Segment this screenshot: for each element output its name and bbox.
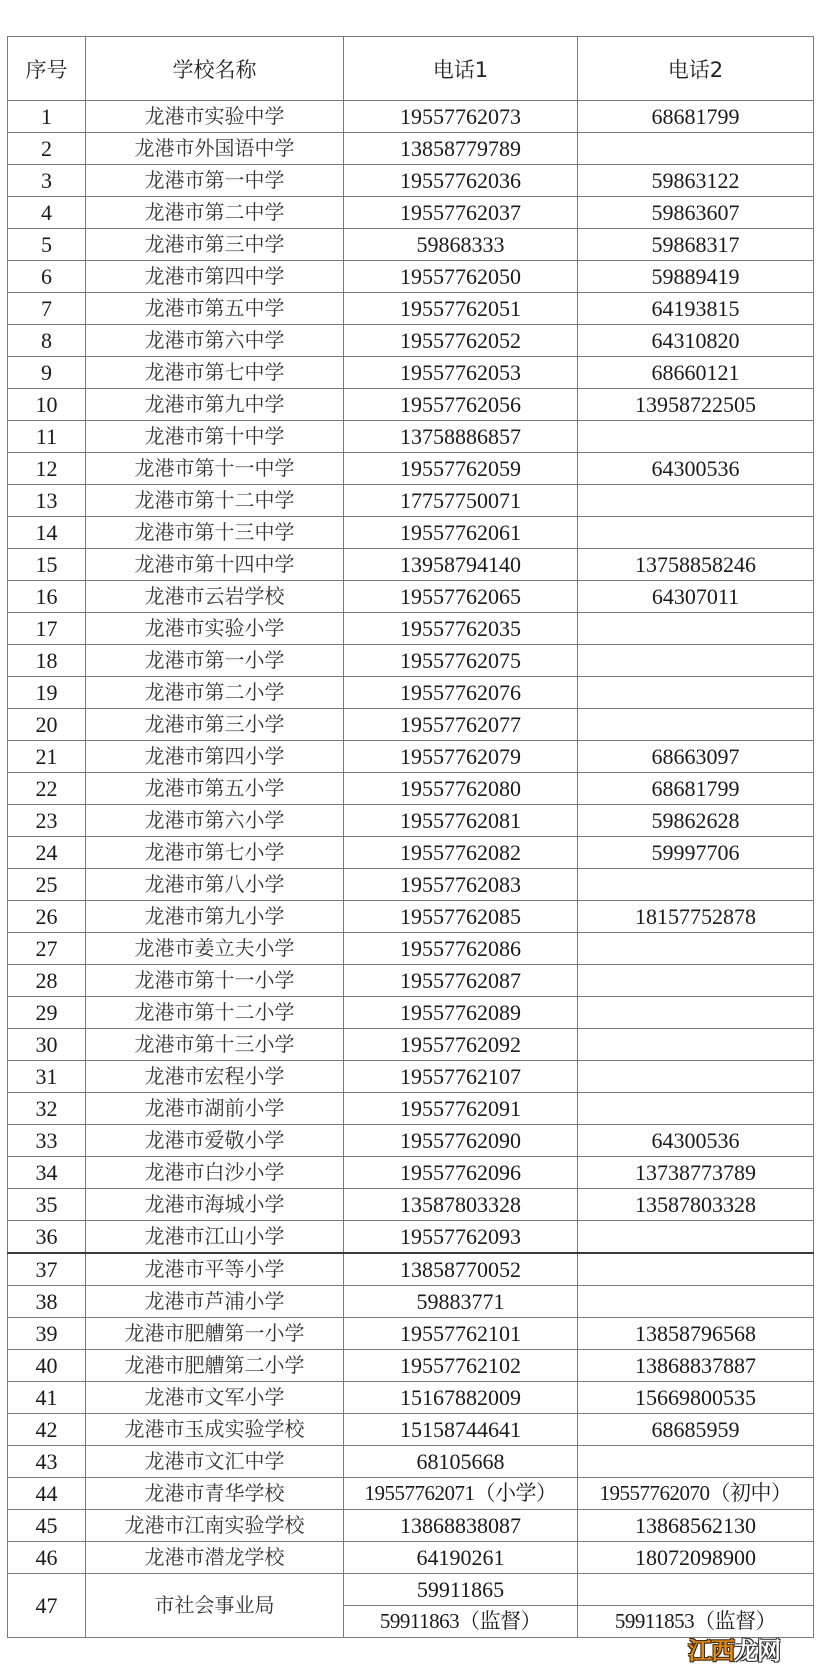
cell-school-name: 龙港市第十一小学 xyxy=(86,965,344,997)
cell-school-name: 龙港市第六小学 xyxy=(86,805,344,837)
table-row xyxy=(8,485,814,517)
cell-phone1: 19557762061 xyxy=(344,517,578,549)
cell-school-name: 龙港市第四小学 xyxy=(86,741,344,773)
cell-index: 33 xyxy=(8,1125,86,1157)
cell-phone2: 68681799 xyxy=(578,773,814,805)
header-phone2: 电话2 xyxy=(578,37,814,101)
cell-phone2: 59889419 xyxy=(578,261,814,293)
table-row xyxy=(8,293,814,325)
cell-index: 32 xyxy=(8,1093,86,1125)
cell-phone2 xyxy=(578,933,814,965)
header-phone1: 电话1 xyxy=(344,37,578,101)
cell-index: 27 xyxy=(8,933,86,965)
cell-phone1: 19557762073 xyxy=(344,101,578,133)
cell-phone2: 68660121 xyxy=(578,357,814,389)
cell-school-name: 龙港市白沙小学 xyxy=(86,1157,344,1189)
cell-school-name: 龙港市实验小学 xyxy=(86,613,344,645)
table-row xyxy=(8,1350,814,1382)
cell-index: 25 xyxy=(8,869,86,901)
cell-index: 40 xyxy=(8,1350,86,1382)
cell-phone1: 59868333 xyxy=(344,229,578,261)
cell-phone2 xyxy=(578,1253,814,1286)
cell-index: 21 xyxy=(8,741,86,773)
cell-index: 23 xyxy=(8,805,86,837)
cell-phone1: 59883771 xyxy=(344,1286,578,1318)
table-row xyxy=(8,901,814,933)
cell-phone2: 13587803328 xyxy=(578,1189,814,1221)
cell-phone1: 13858779789 xyxy=(344,133,578,165)
cell-phone1: 19557762090 xyxy=(344,1125,578,1157)
table-row xyxy=(8,773,814,805)
cell-school-name: 龙港市第六中学 xyxy=(86,325,344,357)
cell-phone1: 15158744641 xyxy=(344,1414,578,1446)
cell-phone2 xyxy=(578,869,814,901)
school-contacts-table xyxy=(7,36,814,1638)
table-row xyxy=(8,1510,814,1542)
cell-school-name: 龙港市第三小学 xyxy=(86,709,344,741)
cell-index: 3 xyxy=(8,165,86,197)
table-row xyxy=(8,1221,814,1254)
cell-phone1: 13858770052 xyxy=(344,1253,578,1286)
table-row xyxy=(8,165,814,197)
cell-phone1: 19557762080 xyxy=(344,773,578,805)
cell-phone2: 13858796568 xyxy=(578,1318,814,1350)
cell-phone1: 17757750071 xyxy=(344,485,578,517)
cell-school-name: 龙港市平等小学 xyxy=(86,1253,344,1286)
cell-phone1: 59911865 xyxy=(344,1574,578,1606)
cell-phone1: 19557762035 xyxy=(344,613,578,645)
cell-phone1: 19557762096 xyxy=(344,1157,578,1189)
cell-phone1: 19557762071（小学） xyxy=(344,1478,578,1510)
school-contacts-table-container xyxy=(7,36,813,1638)
cell-index: 5 xyxy=(8,229,86,261)
cell-index: 31 xyxy=(8,1061,86,1093)
table-row xyxy=(8,1253,814,1286)
cell-phone1: 19557762056 xyxy=(344,389,578,421)
cell-phone2 xyxy=(578,1446,814,1478)
cell-index: 41 xyxy=(8,1382,86,1414)
cell-index: 16 xyxy=(8,581,86,613)
cell-phone1: 13868838087 xyxy=(344,1510,578,1542)
table-row xyxy=(8,1478,814,1510)
cell-index: 24 xyxy=(8,837,86,869)
cell-school-name: 龙港市肥艚第二小学 xyxy=(86,1350,344,1382)
cell-school-name: 龙港市第十一中学 xyxy=(86,453,344,485)
cell-index: 37 xyxy=(8,1253,86,1286)
cell-phone1: 19557762083 xyxy=(344,869,578,901)
cell-index: 43 xyxy=(8,1446,86,1478)
cell-school-name: 龙港市第四中学 xyxy=(86,261,344,293)
table-header-row xyxy=(8,37,814,101)
cell-phone1: 19557762102 xyxy=(344,1350,578,1382)
cell-index: 10 xyxy=(8,389,86,421)
cell-index: 30 xyxy=(8,1029,86,1061)
table-row xyxy=(8,677,814,709)
cell-phone1: 59911863（监督） xyxy=(344,1606,578,1638)
table-row xyxy=(8,453,814,485)
table-row xyxy=(8,965,814,997)
table-row xyxy=(8,1414,814,1446)
table-row xyxy=(8,133,814,165)
table-row xyxy=(8,613,814,645)
cell-phone2: 64193815 xyxy=(578,293,814,325)
cell-phone1: 19557762050 xyxy=(344,261,578,293)
cell-phone2: 13958722505 xyxy=(578,389,814,421)
cell-index: 26 xyxy=(8,901,86,933)
cell-index: 15 xyxy=(8,549,86,581)
cell-school-name: 龙港市湖前小学 xyxy=(86,1093,344,1125)
cell-phone1: 19557762087 xyxy=(344,965,578,997)
cell-phone2: 64307011 xyxy=(578,581,814,613)
cell-school-name: 龙港市第十二中学 xyxy=(86,485,344,517)
cell-school-name: 龙港市第七中学 xyxy=(86,357,344,389)
cell-phone1: 19557762093 xyxy=(344,1221,578,1254)
table-row xyxy=(8,1286,814,1318)
cell-index: 34 xyxy=(8,1157,86,1189)
cell-phone2: 13868562130 xyxy=(578,1510,814,1542)
cell-index: 18 xyxy=(8,645,86,677)
cell-phone1: 19557762075 xyxy=(344,645,578,677)
cell-index: 35 xyxy=(8,1189,86,1221)
table-row xyxy=(8,261,814,293)
cell-phone1: 13958794140 xyxy=(344,549,578,581)
table-row xyxy=(8,517,814,549)
table-row xyxy=(8,1189,814,1221)
table-row xyxy=(8,581,814,613)
cell-phone2: 59911853（监督） xyxy=(578,1606,814,1638)
table-row xyxy=(8,1061,814,1093)
cell-school-name: 龙港市第十四中学 xyxy=(86,549,344,581)
cell-school-name: 龙港市第三中学 xyxy=(86,229,344,261)
cell-index: 8 xyxy=(8,325,86,357)
cell-school-name: 龙港市第七小学 xyxy=(86,837,344,869)
cell-index: 29 xyxy=(8,997,86,1029)
table-row xyxy=(8,1446,814,1478)
cell-phone2 xyxy=(578,1029,814,1061)
watermark-text-a: 江西 xyxy=(688,1637,734,1665)
cell-index: 46 xyxy=(8,1542,86,1574)
cell-phone2 xyxy=(578,485,814,517)
table-row xyxy=(8,101,814,133)
cell-phone2 xyxy=(578,997,814,1029)
cell-index: 19 xyxy=(8,677,86,709)
cell-school-name: 龙港市第二小学 xyxy=(86,677,344,709)
cell-school-name: 龙港市宏程小学 xyxy=(86,1061,344,1093)
cell-phone2: 59863122 xyxy=(578,165,814,197)
table-row xyxy=(8,837,814,869)
cell-school-name: 龙港市第一小学 xyxy=(86,645,344,677)
table-row xyxy=(8,229,814,261)
cell-index: 9 xyxy=(8,357,86,389)
cell-phone2 xyxy=(578,645,814,677)
cell-phone1: 19557762086 xyxy=(344,933,578,965)
cell-phone1: 19557762076 xyxy=(344,677,578,709)
cell-phone2 xyxy=(578,1221,814,1254)
watermark-text-b: 龙网 xyxy=(734,1637,780,1665)
cell-index: 47 xyxy=(8,1574,86,1638)
cell-phone2 xyxy=(578,677,814,709)
table-row xyxy=(8,997,814,1029)
table-row xyxy=(8,869,814,901)
cell-phone1: 15167882009 xyxy=(344,1382,578,1414)
cell-phone2: 18072098900 xyxy=(578,1542,814,1574)
table-body xyxy=(8,101,814,1638)
cell-phone1: 19557762092 xyxy=(344,1029,578,1061)
cell-phone2: 18157752878 xyxy=(578,901,814,933)
cell-phone2: 15669800535 xyxy=(578,1382,814,1414)
cell-phone2 xyxy=(578,1574,814,1606)
cell-school-name: 龙港市外国语中学 xyxy=(86,133,344,165)
cell-phone2 xyxy=(578,613,814,645)
cell-phone2: 64310820 xyxy=(578,325,814,357)
cell-phone2: 59868317 xyxy=(578,229,814,261)
cell-school-name: 龙港市江南实验学校 xyxy=(86,1510,344,1542)
table-row xyxy=(8,805,814,837)
cell-phone2: 59997706 xyxy=(578,837,814,869)
table-row xyxy=(8,1029,814,1061)
cell-index: 36 xyxy=(8,1221,86,1254)
cell-phone2: 59863607 xyxy=(578,197,814,229)
cell-index: 17 xyxy=(8,613,86,645)
cell-phone2 xyxy=(578,1093,814,1125)
cell-index: 4 xyxy=(8,197,86,229)
cell-school-name: 龙港市第十三小学 xyxy=(86,1029,344,1061)
cell-index: 13 xyxy=(8,485,86,517)
cell-index: 22 xyxy=(8,773,86,805)
cell-phone1: 19557762079 xyxy=(344,741,578,773)
cell-phone1: 19557762037 xyxy=(344,197,578,229)
cell-school-name: 龙港市第九中学 xyxy=(86,389,344,421)
cell-school-name: 龙港市潜龙学校 xyxy=(86,1542,344,1574)
cell-index: 28 xyxy=(8,965,86,997)
cell-index: 20 xyxy=(8,709,86,741)
table-row xyxy=(8,549,814,581)
cell-phone1: 19557762053 xyxy=(344,357,578,389)
cell-school-name: 龙港市海城小学 xyxy=(86,1189,344,1221)
cell-phone1: 19557762059 xyxy=(344,453,578,485)
cell-phone1: 19557762082 xyxy=(344,837,578,869)
cell-phone1: 19557762085 xyxy=(344,901,578,933)
cell-phone2 xyxy=(578,517,814,549)
table-row xyxy=(8,709,814,741)
cell-school-name: 龙港市第十二小学 xyxy=(86,997,344,1029)
table-row xyxy=(8,645,814,677)
table-row xyxy=(8,933,814,965)
cell-school-name: 龙港市第五小学 xyxy=(86,773,344,805)
cell-phone2: 64300536 xyxy=(578,1125,814,1157)
cell-phone2 xyxy=(578,965,814,997)
cell-school-name: 龙港市第二中学 xyxy=(86,197,344,229)
cell-phone1: 68105668 xyxy=(344,1446,578,1478)
cell-school-name: 龙港市芦浦小学 xyxy=(86,1286,344,1318)
cell-school-name: 龙港市文军小学 xyxy=(86,1382,344,1414)
cell-phone1: 64190261 xyxy=(344,1542,578,1574)
cell-school-name: 龙港市第八小学 xyxy=(86,869,344,901)
cell-school-name: 龙港市第九小学 xyxy=(86,901,344,933)
cell-school-name: 龙港市姜立夫小学 xyxy=(86,933,344,965)
cell-phone1: 19557762089 xyxy=(344,997,578,1029)
cell-phone2: 64300536 xyxy=(578,453,814,485)
cell-phone1: 19557762051 xyxy=(344,293,578,325)
cell-phone1: 19557762101 xyxy=(344,1318,578,1350)
header-index: 序号 xyxy=(8,37,86,101)
header-school-name: 学校名称 xyxy=(86,37,344,101)
watermark-logo xyxy=(688,1631,780,1666)
cell-phone2 xyxy=(578,709,814,741)
cell-phone1: 13758886857 xyxy=(344,421,578,453)
cell-school-name: 龙港市青华学校 xyxy=(86,1478,344,1510)
table-row xyxy=(8,421,814,453)
cell-index: 2 xyxy=(8,133,86,165)
cell-index: 39 xyxy=(8,1318,86,1350)
cell-phone1: 19557762091 xyxy=(344,1093,578,1125)
cell-index: 44 xyxy=(8,1478,86,1510)
table-row xyxy=(8,325,814,357)
cell-phone1: 19557762107 xyxy=(344,1061,578,1093)
cell-school-name: 龙港市第五中学 xyxy=(86,293,344,325)
cell-school-name: 龙港市第一中学 xyxy=(86,165,344,197)
table-row xyxy=(8,197,814,229)
cell-school-name: 龙港市实验中学 xyxy=(86,101,344,133)
table-row xyxy=(8,1542,814,1574)
cell-phone1: 19557762036 xyxy=(344,165,578,197)
table-row xyxy=(8,1125,814,1157)
cell-phone2: 68685959 xyxy=(578,1414,814,1446)
cell-phone2 xyxy=(578,1286,814,1318)
cell-phone2 xyxy=(578,1061,814,1093)
table-row xyxy=(8,357,814,389)
cell-phone2: 19557762070（初中） xyxy=(578,1478,814,1510)
table-row xyxy=(8,1382,814,1414)
cell-phone2: 13758858246 xyxy=(578,549,814,581)
table-row xyxy=(8,1574,814,1606)
cell-phone2 xyxy=(578,421,814,453)
cell-school-name: 龙港市肥艚第一小学 xyxy=(86,1318,344,1350)
table-row xyxy=(8,1318,814,1350)
cell-phone1: 19557762052 xyxy=(344,325,578,357)
table-row xyxy=(8,1093,814,1125)
cell-index: 6 xyxy=(8,261,86,293)
cell-index: 45 xyxy=(8,1510,86,1542)
cell-index: 11 xyxy=(8,421,86,453)
cell-index: 42 xyxy=(8,1414,86,1446)
cell-school-name: 龙港市江山小学 xyxy=(86,1221,344,1254)
cell-school-name: 龙港市爱敬小学 xyxy=(86,1125,344,1157)
cell-phone2: 13868837887 xyxy=(578,1350,814,1382)
cell-school-name: 龙港市云岩学校 xyxy=(86,581,344,613)
table-row xyxy=(8,389,814,421)
cell-index: 14 xyxy=(8,517,86,549)
cell-index: 7 xyxy=(8,293,86,325)
cell-phone2: 13738773789 xyxy=(578,1157,814,1189)
cell-phone1: 19557762081 xyxy=(344,805,578,837)
cell-school-name: 市社会事业局 xyxy=(86,1574,344,1638)
cell-phone2 xyxy=(578,133,814,165)
cell-index: 38 xyxy=(8,1286,86,1318)
table-row xyxy=(8,1157,814,1189)
cell-phone1: 19557762065 xyxy=(344,581,578,613)
cell-phone2: 68681799 xyxy=(578,101,814,133)
cell-phone1: 13587803328 xyxy=(344,1189,578,1221)
cell-phone2: 59862628 xyxy=(578,805,814,837)
cell-phone2: 68663097 xyxy=(578,741,814,773)
cell-school-name: 龙港市文汇中学 xyxy=(86,1446,344,1478)
cell-school-name: 龙港市第十三中学 xyxy=(86,517,344,549)
cell-index: 12 xyxy=(8,453,86,485)
cell-school-name: 龙港市玉成实验学校 xyxy=(86,1414,344,1446)
cell-school-name: 龙港市第十中学 xyxy=(86,421,344,453)
cell-phone1: 19557762077 xyxy=(344,709,578,741)
table-row xyxy=(8,741,814,773)
cell-index: 1 xyxy=(8,101,86,133)
